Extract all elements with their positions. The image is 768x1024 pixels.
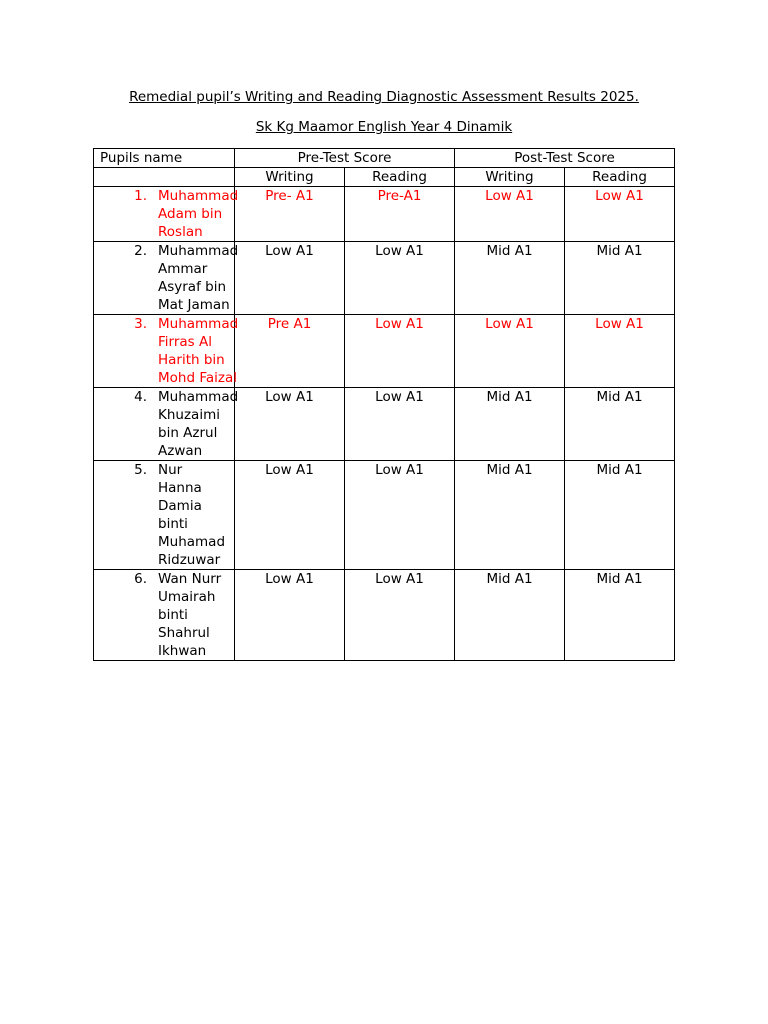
header-post-reading: Reading bbox=[565, 168, 675, 187]
pupil-number: 6. bbox=[134, 571, 147, 587]
header-blank-cell bbox=[94, 168, 235, 187]
pre-reading-score: Low A1 bbox=[345, 570, 455, 661]
pupil-name: Muhammad Khuzaimi bin Azrul Azwan bbox=[158, 389, 239, 459]
pupil-number: 3. bbox=[134, 316, 147, 332]
pupil-name-wrap bbox=[94, 315, 239, 387]
pre-writing-score: Low A1 bbox=[235, 570, 345, 661]
header-pre-test-score: Pre-Test Score bbox=[235, 149, 455, 168]
pupil-name-cell bbox=[94, 187, 239, 242]
header-pre-writing: Writing bbox=[235, 168, 345, 187]
pupil-name-wrap bbox=[94, 242, 239, 314]
post-reading-score: Low A1 bbox=[565, 315, 675, 388]
pupil-name: Wan Nurr Umairah binti Shahrul Ikhwan bbox=[158, 571, 222, 659]
header-post-test-score: Post-Test Score bbox=[455, 149, 675, 168]
table-row bbox=[94, 461, 675, 570]
results-table bbox=[93, 148, 675, 661]
pupil-name-wrap bbox=[94, 187, 239, 241]
pupil-name-wrap bbox=[94, 388, 239, 460]
list-spacer bbox=[147, 187, 158, 241]
table-row bbox=[94, 570, 675, 661]
post-reading-score: Mid A1 bbox=[565, 570, 675, 661]
header-row-groups bbox=[94, 149, 675, 168]
pre-reading-score: Low A1 bbox=[345, 388, 455, 461]
list-spacer bbox=[147, 242, 158, 314]
post-writing-score: Low A1 bbox=[455, 315, 565, 388]
post-writing-score: Mid A1 bbox=[455, 242, 565, 315]
pre-writing-score: Low A1 bbox=[235, 461, 345, 570]
header-pre-reading: Reading bbox=[345, 168, 455, 187]
header-row-skills bbox=[94, 168, 675, 187]
post-writing-score: Mid A1 bbox=[455, 461, 565, 570]
pupil-name-cell bbox=[94, 315, 239, 388]
pre-reading-score: Low A1 bbox=[345, 242, 455, 315]
pupil-name-wrap bbox=[94, 461, 230, 569]
pupil-name: Muhammad Adam bin Roslan bbox=[158, 188, 239, 240]
pupil-number: 4. bbox=[134, 389, 147, 405]
header-pupils-name: Pupils name bbox=[94, 149, 235, 168]
pre-writing-score: Pre A1 bbox=[235, 315, 345, 388]
table-row bbox=[94, 388, 675, 461]
pupil-name: Nur Hanna Damia binti Muhamad Ridzuwar bbox=[158, 462, 226, 568]
table-row bbox=[94, 187, 675, 242]
post-reading-score: Mid A1 bbox=[565, 388, 675, 461]
document-title: Remedial pupil’s Writing and Reading Diagnostic Assessment Results 2025. bbox=[129, 89, 639, 105]
pupil-name-cell bbox=[94, 570, 235, 661]
pupil-name-cell bbox=[94, 388, 239, 461]
pupil-name: Muhammad Ammar Asyraf bin Mat Jaman bbox=[158, 243, 239, 313]
pre-reading-score: Low A1 bbox=[345, 315, 455, 388]
list-spacer bbox=[147, 388, 158, 460]
document-subtitle: Sk Kg Maamor English Year 4 Dinamik bbox=[255, 119, 513, 135]
results-table-body bbox=[94, 149, 675, 661]
post-writing-score: Mid A1 bbox=[455, 570, 565, 661]
pupil-number: 5. bbox=[134, 462, 147, 478]
post-reading-score: Mid A1 bbox=[565, 461, 675, 570]
pre-writing-score: Pre- A1 bbox=[235, 187, 345, 242]
pre-reading-score: Pre-A1 bbox=[345, 187, 455, 242]
pupil-name-cell bbox=[94, 461, 235, 570]
header-post-writing: Writing bbox=[455, 168, 565, 187]
pre-writing-score: Low A1 bbox=[235, 242, 345, 315]
table-row bbox=[94, 315, 675, 388]
table-row bbox=[94, 242, 675, 315]
list-spacer bbox=[147, 315, 158, 387]
pupil-name-cell bbox=[94, 242, 239, 315]
pupil-number: 2. bbox=[134, 243, 147, 259]
list-spacer bbox=[147, 461, 158, 569]
pupil-number: 1. bbox=[134, 188, 147, 204]
pre-reading-score: Low A1 bbox=[345, 461, 455, 570]
post-writing-score: Mid A1 bbox=[455, 388, 565, 461]
pupil-name: Muhammad Firras Al Harith bin Mohd Faizal bbox=[158, 316, 239, 386]
pre-writing-score: Low A1 bbox=[235, 388, 345, 461]
post-writing-score: Low A1 bbox=[455, 187, 565, 242]
pupil-name-wrap bbox=[94, 570, 230, 660]
post-reading-score: Mid A1 bbox=[565, 242, 675, 315]
list-spacer bbox=[147, 570, 158, 660]
post-reading-score: Low A1 bbox=[565, 187, 675, 242]
